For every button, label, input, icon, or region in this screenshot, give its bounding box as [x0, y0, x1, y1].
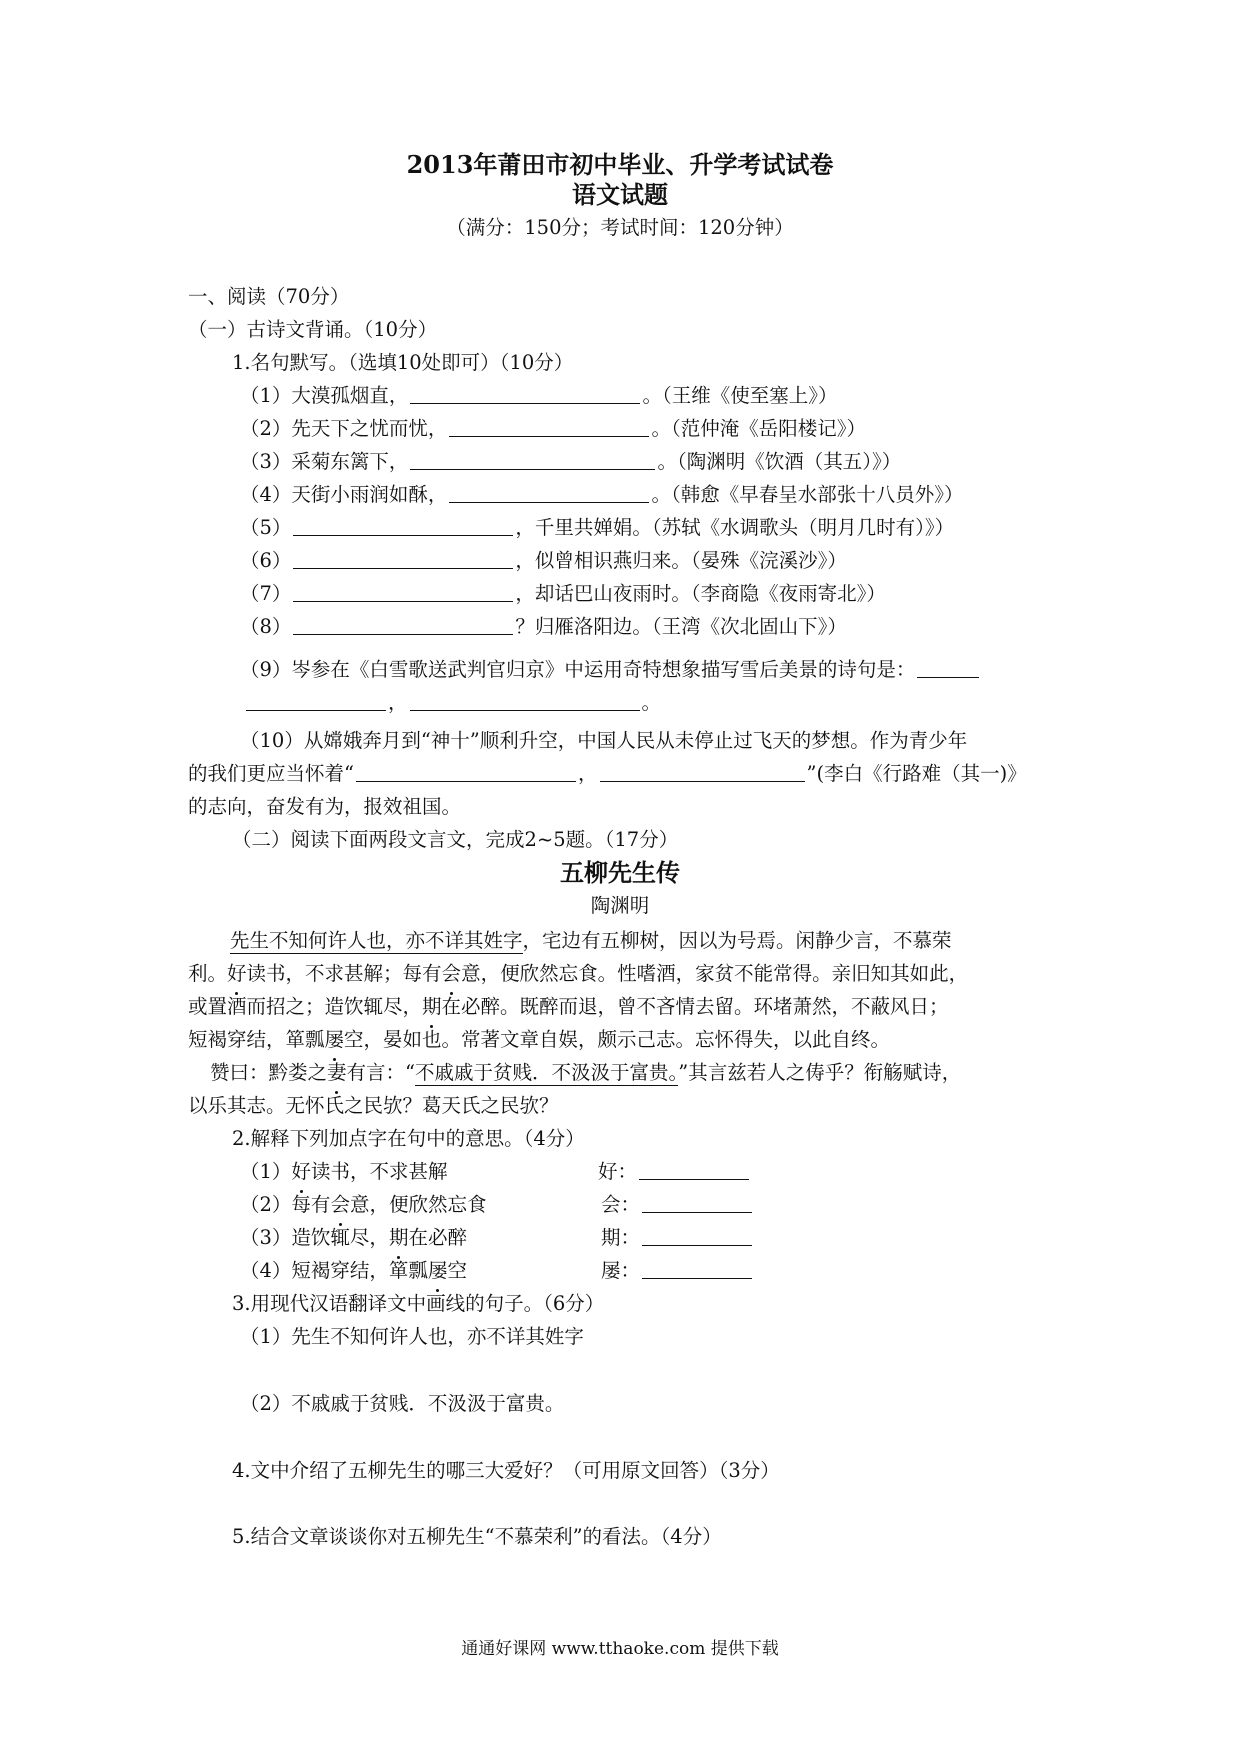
- passage-title: 五柳先生传: [560, 858, 680, 887]
- q1-item: （3）采菊东篱下， 。（陶渊明《饮酒（其五）》）: [240, 450, 902, 473]
- q2-answer: 屡：: [595, 1256, 754, 1286]
- answer-blank[interactable]: [293, 614, 513, 635]
- q3-sentence-1: （1）先生不知何许人也，亦不详其姓字: [240, 1325, 584, 1348]
- answer-blank[interactable]: [293, 515, 513, 536]
- answer-blank[interactable]: [917, 657, 979, 678]
- answer-blank[interactable]: [246, 690, 386, 711]
- exam-info: （满分：150分；考试时间：120分钟）: [446, 216, 794, 239]
- q1-item-9: （9）岑参在《白雪歌送武判官归京》中运用奇特想象描写雪后美景的诗句是：: [240, 655, 981, 685]
- exam-title: 2013年莆田市初中毕业、升学考试试卷: [406, 150, 834, 179]
- q1-item: （4）天街小雨润如酥， 。（韩愈《早春呈水部张十八员外》）: [240, 483, 964, 506]
- answer-blank[interactable]: [449, 416, 649, 437]
- q1-item: （2）先天下之忧而忧， 。（范仲淹《岳阳楼记》）: [240, 417, 866, 440]
- q1-item-10-line3: 的志向，奋发有为，报效祖国。: [188, 795, 462, 818]
- q2-answer: 期：: [595, 1223, 754, 1253]
- q1-intro: 1.名句默写。（选填10处即可）（10分）: [232, 351, 574, 374]
- passage-line: 利。好读书，不求甚解；每有会意，便欣然忘食。性嗜酒，家贫不能常得。亲旧知其如此，: [188, 959, 968, 989]
- q1-item-9-cont: ， 。: [244, 688, 661, 718]
- passage-line: 短褐穿结，箪瓢屡空，晏如也。常著文章自娱，颇示己志。忘怀得失，以此自终。: [188, 1025, 890, 1055]
- passage-author: 陶渊明: [590, 894, 650, 917]
- q1-item: （1）大漠孤烟直， 。（王维《使至塞上》）: [240, 384, 838, 407]
- q1-item-10: （10）从嫦娥奔月到“神十”顺利升空，中国人民从未停止过飞天的梦想。作为青少年: [240, 729, 968, 752]
- passage-line: 以乐其志。无怀氏之民欤？葛天氏之民欤？: [188, 1094, 559, 1117]
- answer-blank[interactable]: [293, 581, 513, 602]
- q3-intro: 3.用现代汉语翻译文中画线的句子。（6分）: [232, 1292, 605, 1315]
- q2-item: （2）每有会意，便欣然忘食: [240, 1190, 486, 1220]
- exam-subtitle: 语文试题: [572, 180, 668, 209]
- part2-heading: （二）阅读下面两段文言文，完成2~5题。（17分）: [232, 828, 679, 851]
- answer-blank[interactable]: [642, 1192, 752, 1213]
- q1-item: （8） ？归雁洛阳边。（王湾《次北固山下》）: [240, 615, 847, 638]
- section-heading: 一、阅读（70分）: [188, 285, 350, 308]
- q2-item: （1）好读书，不求甚解: [240, 1157, 447, 1187]
- q5: 5.结合文章谈谈你对五柳先生“不慕荣利”的看法。（4分）: [232, 1525, 722, 1548]
- answer-blank[interactable]: [410, 690, 640, 711]
- q2-intro: 2.解释下列加点字在句中的意思。（4分）: [232, 1127, 585, 1150]
- answer-blank[interactable]: [449, 482, 649, 503]
- q2-item: （4）短褐穿结，箪瓢屡空: [240, 1256, 467, 1286]
- passage-line: 先生不知何许人也，亦不详其姓字，宅边有五柳树，因以为号焉。闲静少言，不慕荣: [230, 929, 952, 952]
- q2-answer: 会：: [595, 1190, 754, 1220]
- answer-blank[interactable]: [410, 383, 640, 404]
- q4: 4.文中介绍了五柳先生的哪三大爱好？（可用原文回答）（3分）: [232, 1459, 780, 1482]
- footer-credit: 通通好课网 www.tthaoke.com 提供下载: [461, 1639, 779, 1659]
- q2-item: （3）造饮辄尽，期在必醉: [240, 1223, 467, 1253]
- answer-blank[interactable]: [642, 1225, 752, 1246]
- answer-blank[interactable]: [639, 1159, 749, 1180]
- part1-heading: （一）古诗文背诵。（10分）: [188, 318, 438, 341]
- answer-blank[interactable]: [642, 1258, 752, 1279]
- answer-blank[interactable]: [410, 449, 655, 470]
- q1-item-10-line2: 的我们更应当怀着“ ， ”(李白《行路难（其一)》: [188, 762, 1027, 785]
- q2-answer: 好：: [592, 1157, 751, 1187]
- answer-blank[interactable]: [293, 548, 513, 569]
- passage-line: 赞曰：黔娄之妻有言：“不戚戚于贫贱．不汲汲于富贵。”其言兹若人之俦乎？衔觞赋诗，: [210, 1058, 961, 1088]
- answer-blank[interactable]: [600, 761, 805, 782]
- q1-item: （6） ，似曾相识燕归来。（晏殊《浣溪沙》）: [240, 549, 847, 572]
- q1-item: （5） ，千里共婵娟。（苏轼《水调歌头（明月几时有）》）: [240, 516, 955, 539]
- answer-blank[interactable]: [356, 761, 576, 782]
- passage-line: 或置酒而招之；造饮辄尽，期在必醉。既醉而退，曾不吝情去留。环堵萧然，不蔽风日；: [188, 992, 949, 1022]
- q1-item: （7） ，却话巴山夜雨时。（李商隐《夜雨寄北》）: [240, 582, 886, 605]
- q3-sentence-2: （2）不戚戚于贫贱．不汲汲于富贵。: [240, 1392, 565, 1415]
